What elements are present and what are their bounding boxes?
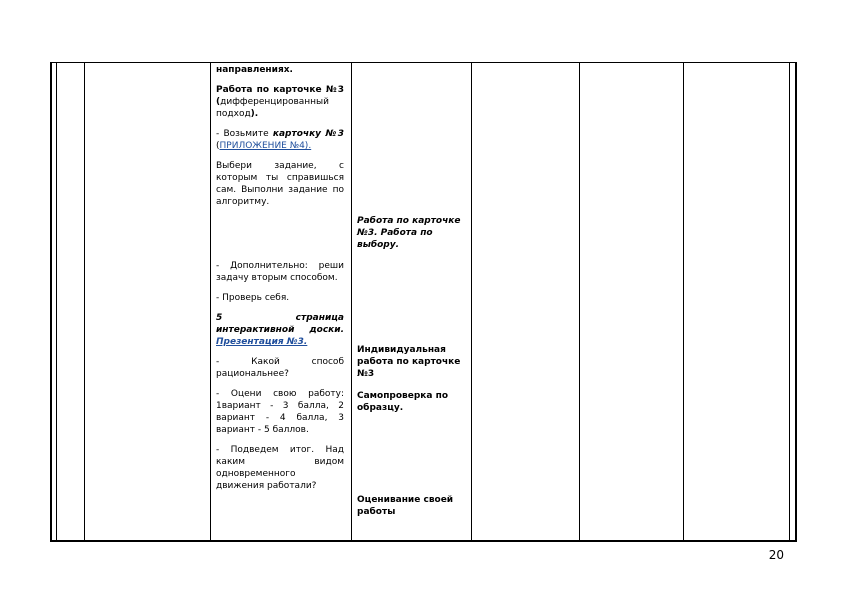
column-divider <box>579 62 580 542</box>
column-divider <box>471 62 472 542</box>
page-number: 20 <box>768 548 784 562</box>
teacher-activity-cell <box>216 64 344 500</box>
table-top-border <box>50 62 797 63</box>
evaluation-text: Оценивание своей работы <box>357 495 454 517</box>
column-divider <box>84 62 85 542</box>
which-way-question: - Какой способ рациональнее? <box>216 357 344 379</box>
table-right-border <box>795 62 797 542</box>
card-heading-rest: дифференцированный подход <box>216 97 329 119</box>
summary-question: - Подведем итог. Над каким видом одновременного движения работали? <box>216 445 344 491</box>
appendix-4-link[interactable]: ПРИЛОЖЕНИЕ №4). <box>219 141 312 151</box>
column-divider <box>210 62 211 542</box>
additional-task-text: - Дополнительно: реши задачу вторым способом. <box>216 261 344 283</box>
take-card-instruction <box>216 128 344 152</box>
take-prefix: - Возьмите <box>216 129 269 139</box>
take-paren: ( <box>216 141 220 151</box>
page5-text <box>216 312 344 348</box>
lesson-table <box>50 62 797 543</box>
column-divider <box>56 62 57 542</box>
table-left-border <box>50 62 52 542</box>
table-bottom-border <box>50 540 797 542</box>
check-self-text: - Проверь себя. <box>216 293 290 303</box>
directions-text: направлениях. <box>216 65 293 75</box>
column-divider <box>683 62 684 542</box>
page5-bold: 5 страница интерактивной доски. <box>216 313 344 335</box>
self-check-text: Самопроверка по образцу. <box>357 391 449 413</box>
take-card-bold: карточку №3 <box>272 129 344 139</box>
column-divider <box>789 62 790 542</box>
card-heading <box>216 84 344 120</box>
choose-task-text: Выбери задание, с которым ты справишься сам. Выполни задание по алгоритму. <box>216 161 344 207</box>
card-heading-bold: Работа по карточке №3 <box>216 85 344 95</box>
column-divider <box>351 62 352 542</box>
card-heading-paren: ( <box>216 97 221 107</box>
individual-work-text: Индивидуальная работа по карточке №3 <box>357 345 461 379</box>
card-heading-close: ). <box>250 109 259 119</box>
card-work-text: Работа по карточке №3. Работа по выбору. <box>357 216 461 250</box>
rate-work-text: - Оцени свою работу: 1вариант - 3 балла, 2 вариант - 4 балла, 3 вариант - 5 баллов. <box>216 389 344 435</box>
presentation-3-link[interactable]: Презентация №3. <box>216 337 308 347</box>
